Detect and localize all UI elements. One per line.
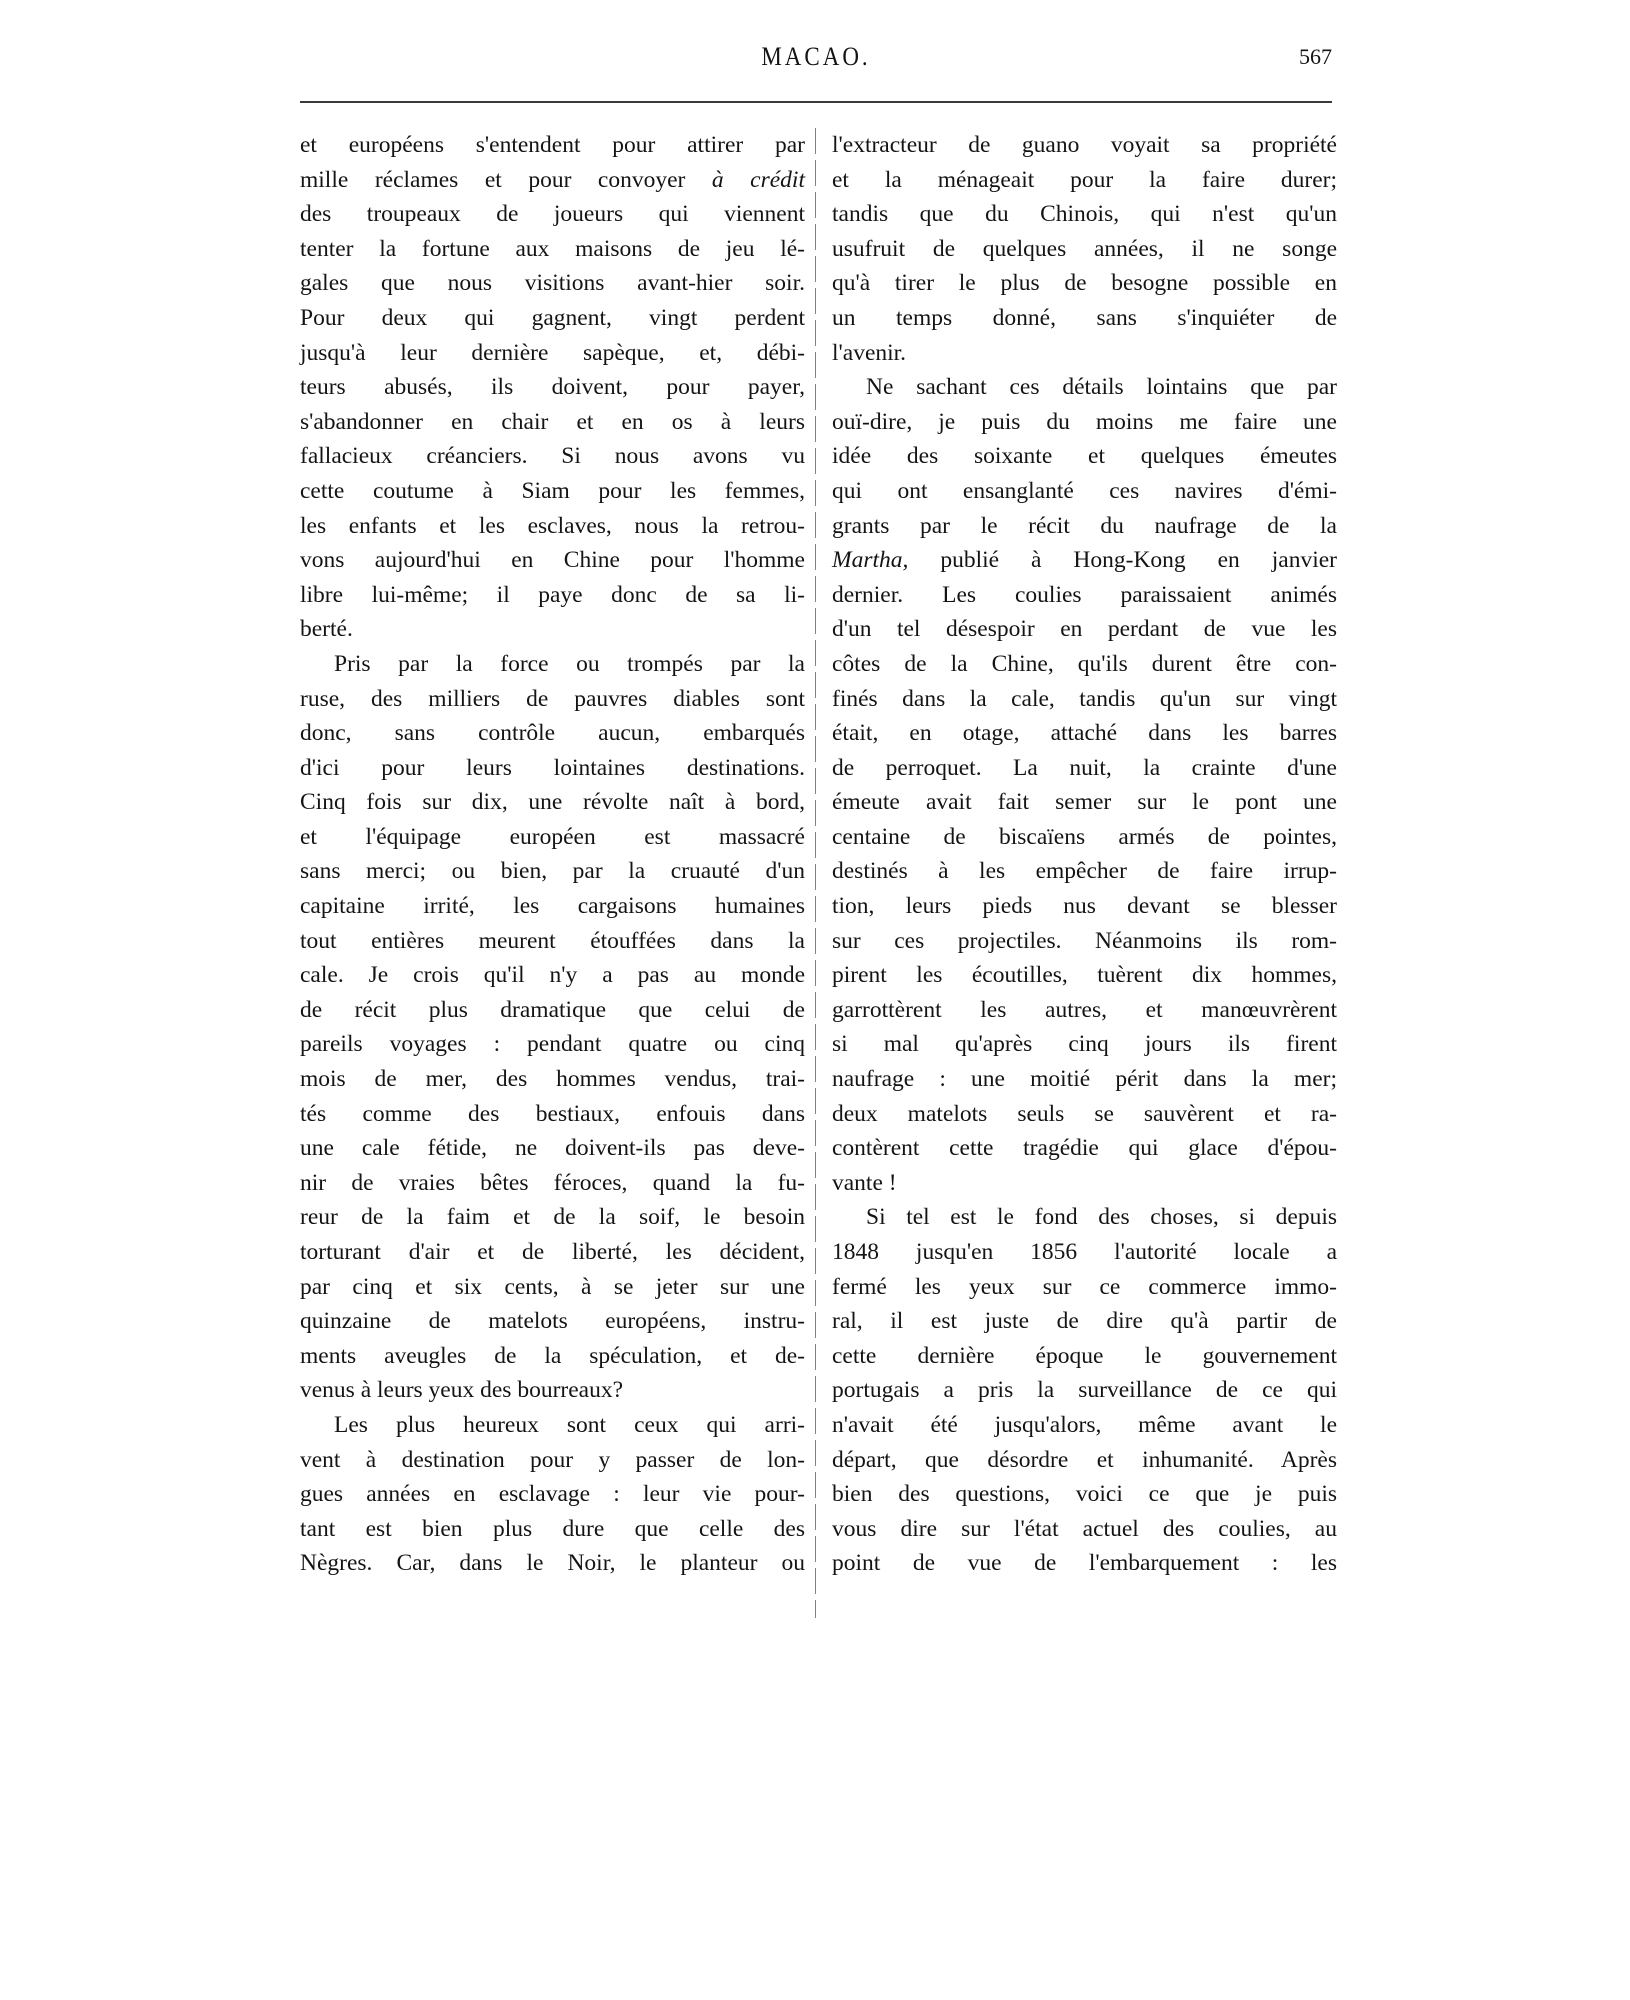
text-line: jusqu'à leur dernière sapèque, et, débi- [300, 339, 805, 366]
text-line: une cale fétide, ne doivent-ils pas deve- [300, 1135, 805, 1162]
text-line: émeute avait fait semer sur le pont une [832, 789, 1337, 816]
text-line: était, en otage, attaché dans les barres [832, 720, 1337, 747]
text-line: garrottèrent les autres, et manœuvrèrent [832, 996, 1337, 1023]
text-line: nir de vraies bêtes féroces, quand la fu- [300, 1169, 805, 1196]
text-line-segment: publié à Hong-Kong en janvier [940, 547, 1337, 574]
text-line: l'extracteur de guano voyait sa propriété [832, 132, 1337, 158]
text-line: côtes de la Chine, qu'ils durent être con- [832, 650, 1337, 677]
text-line: grants par le récit du naufrage de la [832, 512, 1337, 539]
text-line: venus à leurs yeux des bourreaux? [300, 1377, 624, 1404]
text-line: portugais a pris la surveillance de ce qui [832, 1377, 1337, 1404]
text-line: pirent les écoutilles, tuèrent dix hommes, [832, 962, 1337, 989]
column-separator [815, 128, 816, 1618]
text-line: quinzaine de matelots européens, instru- [300, 1308, 805, 1335]
italic-phrase: à crédit [711, 166, 805, 193]
page-header [300, 44, 1332, 84]
text-line: deux matelots seuls se sauvèrent et ra- [832, 1100, 1337, 1127]
text-line: libre lui-même; il paye donc de sa li- [300, 581, 805, 608]
italic-ship-name: Martha, [832, 547, 909, 574]
text-line: tout entières meurent étouffées dans la [300, 927, 805, 954]
text-line: de perroquet. La nuit, la crainte d'une [832, 754, 1337, 781]
text-line: cale. Je crois qu'il n'y a pas au monde [300, 962, 805, 989]
text-line: vante ! [832, 1169, 897, 1196]
right-column [832, 128, 1337, 1581]
text-line: départ, que désordre et inhumanité. Après [832, 1446, 1337, 1473]
text-line: reur de la faim et de la soif, le besoin [300, 1204, 805, 1231]
text-line: donc, sans contrôle aucun, embarqués [300, 720, 805, 747]
text-line: de récit plus dramatique que celui de [300, 996, 805, 1023]
text-line: d'un tel désespoir en perdant de vue les [832, 616, 1337, 643]
text-line: tandis que du Chinois, qui n'est qu'un [832, 201, 1337, 228]
text-line: n'avait été jusqu'alors, même avant le [832, 1411, 1337, 1438]
paragraph-start-line: Pris par la force ou trompés par la [334, 650, 805, 677]
text-line: d'ici pour leurs lointaines destinations. [300, 754, 805, 781]
text-line: tenter la fortune aux maisons de jeu lé- [300, 235, 805, 262]
text-line: fermé les yeux sur ce commerce immo- [832, 1273, 1337, 1300]
text-line: qui ont ensanglanté ces navires d'émi- [832, 477, 1337, 504]
text-line: un temps donné, sans s'inquiéter de [832, 304, 1337, 331]
text-line: ouï-dire, je puis du moins me faire une [832, 408, 1337, 435]
text-line: des troupeaux de joueurs qui viennent [300, 201, 805, 228]
text-line: sans merci; ou bien, par la cruauté d'un [300, 858, 805, 885]
text-line: vous dire sur l'état actuel des coulies, au [832, 1515, 1337, 1542]
text-line: centaine de biscaïens armés de pointes, [832, 823, 1337, 850]
text-line: cette coutume à Siam pour les femmes, [300, 477, 805, 504]
text-line: dernier. Les coulies paraissaient animés [832, 581, 1337, 608]
text-line: bien des questions, voici ce que je puis [832, 1481, 1337, 1508]
text-line: Cinq fois sur dix, une révolte naît à bord, [300, 789, 805, 816]
text-line: torturant d'air et de liberté, les décident, [300, 1239, 805, 1265]
text-line: cette dernière époque le gouvernement [832, 1342, 1337, 1369]
text-line: les enfants et les esclaves, nous la retrou- [300, 512, 805, 539]
text-line: destinés à les empêcher de faire irrup- [832, 858, 1337, 885]
text-line: sur ces projectiles. Néanmoins ils rom- [832, 927, 1337, 954]
text-line [832, 543, 1337, 578]
header-rule [300, 101, 1332, 103]
text-line: et européens s'entendent pour attirer par [300, 132, 805, 158]
running-title: MACAO. [761, 42, 871, 71]
text-line: capitaine irrité, les cargaisons humaines [300, 893, 805, 920]
text-line: si mal qu'après cinq jours ils firent [832, 1031, 1337, 1058]
text-line: tion, leurs pieds nus devant se blesser [832, 893, 1337, 920]
text-line: usufruit de quelques années, il ne songe [832, 235, 1337, 262]
text-line: teurs abusés, ils doivent, pour payer, [300, 374, 805, 401]
text-line: naufrage : une moitié périt dans la mer; [832, 1066, 1337, 1093]
text-line: berté. [300, 616, 353, 643]
text-line: mois de mer, des hommes vendus, trai- [300, 1066, 805, 1093]
text-line [300, 163, 805, 198]
page-number: 567 [1299, 44, 1332, 69]
text-line: et la ménageait pour la faire durer; [832, 166, 1337, 193]
text-line-segment: mille réclames et pour convoyer [300, 166, 686, 193]
text-line: s'abandonner en chair et en os à leurs [300, 408, 805, 435]
text-line: tant est bien plus dure que celle des [300, 1515, 805, 1542]
paragraph-start-line: Les plus heureux sont ceux qui arri- [334, 1411, 805, 1438]
text-line: qu'à tirer le plus de besogne possible en [832, 270, 1337, 297]
text-line: 1848 jusqu'en 1856 l'autorité locale a [832, 1239, 1337, 1265]
text-line: pareils voyages : pendant quatre ou cinq [300, 1031, 805, 1058]
text-line: vons aujourd'hui en Chine pour l'homme [300, 547, 805, 574]
text-line: point de vue de l'embarquement : les [832, 1550, 1337, 1577]
text-line: vent à destination pour y passer de lon- [300, 1446, 805, 1473]
text-line: l'avenir. [832, 339, 907, 366]
paragraph-start-line: Si tel est le fond des choses, si depuis [866, 1204, 1337, 1231]
text-line: ral, il est juste de dire qu'à partir de [832, 1308, 1337, 1335]
paragraph-start-line: Ne sachant ces détails lointains que par [866, 374, 1337, 401]
text-line: fallacieux créanciers. Si nous avons vu [300, 443, 805, 470]
text-line: tés comme des bestiaux, enfouis dans [300, 1100, 805, 1127]
text-line: et l'équipage européen est massacré [300, 823, 805, 850]
text-line: gues années en esclavage : leur vie pour- [300, 1481, 805, 1508]
text-line: ruse, des milliers de pauvres diables sont [300, 685, 805, 712]
text-line: contèrent cette tragédie qui glace d'épou- [832, 1135, 1337, 1162]
left-column [300, 128, 805, 1581]
text-line: finés dans la cale, tandis qu'un sur vingt [832, 685, 1337, 712]
text-line: par cinq et six cents, à se jeter sur une [300, 1273, 805, 1300]
text-line: Pour deux qui gagnent, vingt perdent [300, 304, 805, 331]
text-line: gales que nous visitions avant-hier soir. [300, 270, 805, 297]
text-line: ments aveugles de la spéculation, et de- [300, 1342, 805, 1369]
text-line: Nègres. Car, dans le Noir, le planteur ou [300, 1550, 805, 1577]
text-line: idée des soixante et quelques émeutes [832, 443, 1337, 470]
